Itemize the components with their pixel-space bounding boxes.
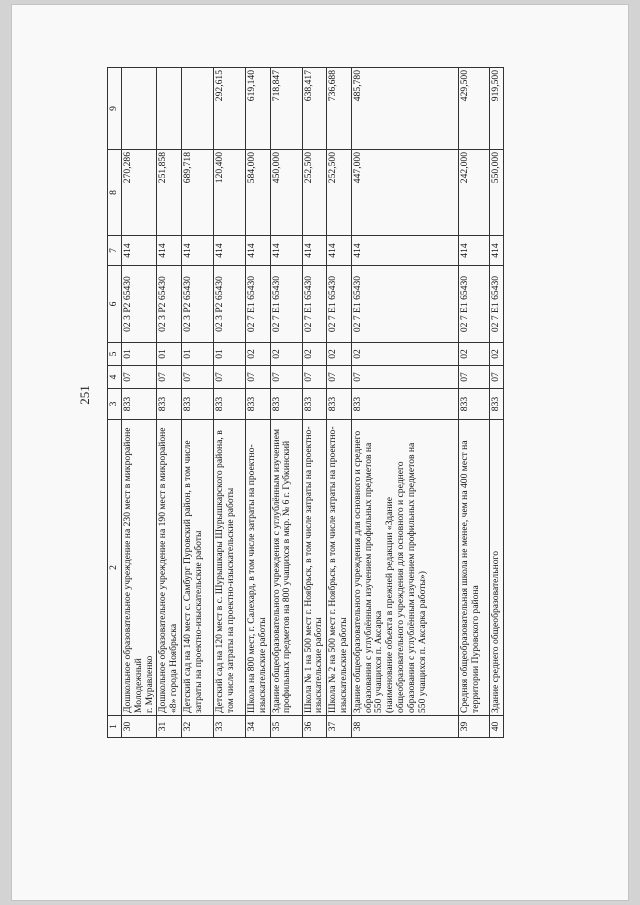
cell-col3: 833 xyxy=(351,389,458,420)
cell-name: Здание общеобразовательного учреждения с углублённым изучением профильных предметов на 800 учащихся в мкр. № 6 г. Губкинский xyxy=(270,420,302,716)
cell-col5: 02 xyxy=(327,343,352,366)
header-cell: 1 xyxy=(108,716,122,738)
header-cell: 7 xyxy=(108,236,122,266)
cell-col6: 02 3 P2 65430 xyxy=(213,266,245,343)
cell-col5: 01 xyxy=(181,343,213,366)
cell-col6: 02 7 E1 65430 xyxy=(489,266,503,343)
table-row xyxy=(351,68,458,738)
cell-name: Детский сад на 120 мест в с. Шурышкары Шурышкарского района, в том числе затраты на проектно-изыскательские работы xyxy=(213,420,245,716)
cell-col4: 07 xyxy=(157,366,182,389)
cell-col4: 07 xyxy=(458,366,489,389)
cell-name: Школа № 2 на 500 мест г. Ноябрьск, в том числе затраты на проектно-изыскательские работы xyxy=(327,420,352,716)
cell-col6: 02 3 P2 65430 xyxy=(181,266,213,343)
cell-col7: 414 xyxy=(327,236,352,266)
table-row xyxy=(458,68,489,738)
header-cell: 6 xyxy=(108,266,122,343)
page-number: 251 xyxy=(77,385,92,405)
cell-name: Здание среднего общеобразовательного xyxy=(489,420,503,716)
rotated-table-container xyxy=(107,68,619,738)
cell-col8: 252,500 xyxy=(327,150,352,236)
cell-name: Дошкольное образовательное учреждение на 190 мест в микрорайоне «8» города Ноябрьска xyxy=(157,420,182,716)
cell-col5: 02 xyxy=(351,343,458,366)
cell-col1: 32 xyxy=(181,716,213,738)
table-row xyxy=(122,68,157,738)
cell-col5: 01 xyxy=(122,343,157,366)
cell-col1: 39 xyxy=(458,716,489,738)
cell-col9 xyxy=(181,68,213,150)
cell-col5: 01 xyxy=(157,343,182,366)
header-cell: 5 xyxy=(108,343,122,366)
cell-col4: 07 xyxy=(245,366,270,389)
cell-col3: 833 xyxy=(122,389,157,420)
cell-col8: 447,000 xyxy=(351,150,458,236)
cell-name: Детский сад на 140 мест с. Самбург Пуровский район, в том числе затраты на проектно-изыскательские работы xyxy=(181,420,213,716)
cell-col5: 02 xyxy=(458,343,489,366)
cell-col8: 251,858 xyxy=(157,150,182,236)
table-row xyxy=(270,68,302,738)
cell-col8: 689,718 xyxy=(181,150,213,236)
cell-name: Школа № 1 на 500 мест г. Ноябрьск, в том числе затраты на проектно-изыскательские работы xyxy=(302,420,327,716)
cell-col8: 242,000 xyxy=(458,150,489,236)
cell-col9 xyxy=(157,68,182,150)
cell-col7: 414 xyxy=(270,236,302,266)
cell-col7: 414 xyxy=(181,236,213,266)
cell-col9: 485,780 xyxy=(351,68,458,150)
cell-col3: 833 xyxy=(302,389,327,420)
cell-name: Школа на 800 мест, г. Салехард, в том числе затраты на проектно-изыскательские работы xyxy=(245,420,270,716)
table-row xyxy=(157,68,182,738)
cell-col6: 02 3 P2 65430 xyxy=(122,266,157,343)
cell-col3: 833 xyxy=(270,389,302,420)
cell-col4: 07 xyxy=(122,366,157,389)
cell-col6: 02 7 E1 65430 xyxy=(458,266,489,343)
cell-col9: 718,847 xyxy=(270,68,302,150)
cell-col1: 30 xyxy=(122,716,157,738)
table-row xyxy=(213,68,245,738)
cell-col9: 638,417 xyxy=(302,68,327,150)
table-row xyxy=(327,68,352,738)
cell-col7: 414 xyxy=(122,236,157,266)
cell-col5: 02 xyxy=(270,343,302,366)
header-row xyxy=(108,68,122,738)
cell-col4: 07 xyxy=(302,366,327,389)
cell-col7: 414 xyxy=(351,236,458,266)
cell-col6: 02 7 E1 65430 xyxy=(351,266,458,343)
cell-col1: 38 xyxy=(351,716,458,738)
document-page xyxy=(12,5,628,900)
header-cell: 9 xyxy=(108,68,122,150)
cell-col7: 414 xyxy=(157,236,182,266)
cell-col5: 01 xyxy=(213,343,245,366)
cell-col6: 02 3 P2 65430 xyxy=(157,266,182,343)
cell-col1: 31 xyxy=(157,716,182,738)
cell-col4: 07 xyxy=(213,366,245,389)
cell-col5: 02 xyxy=(302,343,327,366)
header-cell: 8 xyxy=(108,150,122,236)
cell-col9: 429,500 xyxy=(458,68,489,150)
cell-col1: 35 xyxy=(270,716,302,738)
cell-col3: 833 xyxy=(181,389,213,420)
cell-col9: 292,615 xyxy=(213,68,245,150)
cell-name: Дошкольное образовательное учреждение на 230 мест в микрорайоне Молодежный г. Муравленко xyxy=(122,420,157,716)
cell-col5: 02 xyxy=(489,343,503,366)
cell-col4: 07 xyxy=(327,366,352,389)
cell-col3: 833 xyxy=(245,389,270,420)
cell-col7: 414 xyxy=(213,236,245,266)
cell-col3: 833 xyxy=(458,389,489,420)
cell-col8: 120,400 xyxy=(213,150,245,236)
cell-col4: 07 xyxy=(489,366,503,389)
cell-col5: 02 xyxy=(245,343,270,366)
cell-col1: 33 xyxy=(213,716,245,738)
cell-col3: 833 xyxy=(327,389,352,420)
cell-col7: 414 xyxy=(458,236,489,266)
table-row xyxy=(245,68,270,738)
cell-col9: 919,500 xyxy=(489,68,503,150)
cell-col3: 833 xyxy=(489,389,503,420)
cell-col1: 40 xyxy=(489,716,503,738)
cell-name: Средняя общеобразовательная школа не менее, чем на 400 мест на территории Пуровского района xyxy=(458,420,489,716)
table-body xyxy=(122,68,504,738)
cell-col1: 34 xyxy=(245,716,270,738)
cell-col8: 550,000 xyxy=(489,150,503,236)
cell-col6: 02 7 E1 65430 xyxy=(327,266,352,343)
table-row xyxy=(302,68,327,738)
table-row xyxy=(181,68,213,738)
cell-col3: 833 xyxy=(213,389,245,420)
budget-table xyxy=(107,67,504,738)
cell-col6: 02 7 E1 65430 xyxy=(270,266,302,343)
cell-name: Здание общеобразовательного учреждения для основного и среднего образования с углублённым изучением профильных предметов на 550 учащихся п. Аксарка (наименование объекта в прежней редакции «Здание общеобразовательного учреждения для основного и среднего образования с углублённым изучением профильных предметов на 550 учащихся п. Аксарка работы») xyxy=(351,420,458,716)
cell-col6: 02 7 E1 65430 xyxy=(302,266,327,343)
cell-col4: 07 xyxy=(351,366,458,389)
cell-col6: 02 7 E1 65430 xyxy=(245,266,270,343)
cell-col4: 07 xyxy=(270,366,302,389)
cell-col8: 584,000 xyxy=(245,150,270,236)
cell-col1: 37 xyxy=(327,716,352,738)
cell-col9 xyxy=(122,68,157,150)
cell-col7: 414 xyxy=(302,236,327,266)
cell-col8: 270,286 xyxy=(122,150,157,236)
header-cell: 4 xyxy=(108,366,122,389)
cell-col8: 252,500 xyxy=(302,150,327,236)
table-row xyxy=(489,68,503,738)
cell-col9: 619,140 xyxy=(245,68,270,150)
cell-col3: 833 xyxy=(157,389,182,420)
header-cell: 2 xyxy=(108,420,122,716)
cell-col7: 414 xyxy=(489,236,503,266)
cell-col7: 414 xyxy=(245,236,270,266)
cell-col1: 36 xyxy=(302,716,327,738)
cell-col8: 450,000 xyxy=(270,150,302,236)
cell-col4: 07 xyxy=(181,366,213,389)
cell-col9: 736,688 xyxy=(327,68,352,150)
header-cell: 3 xyxy=(108,389,122,420)
